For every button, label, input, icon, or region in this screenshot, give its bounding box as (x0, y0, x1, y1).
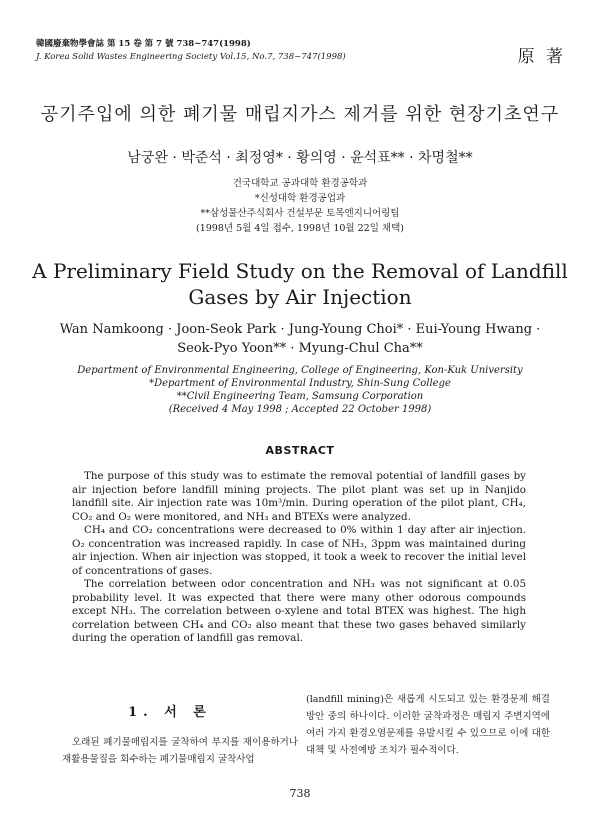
korean-title: 공기주입에 의한 폐기물 매립지가스 제거를 위한 현장기초연구 (40, 104, 560, 125)
english-authors-line: Seok-Pyo Yoon** · Myung-Chul Cha** (177, 341, 423, 356)
english-authors-line: Wan Namkoong · Joon-Seok Park · Jung-Young Choi* · Eui-Young Hwang · (59, 322, 541, 337)
english-title (0, 258, 600, 310)
english-title-line: A Preliminary Field Study on the Removal of Landfill (32, 259, 568, 283)
korean-received-dates: (1998년 5월 4일 접수, 1998년 10월 22일 채택) (196, 223, 404, 234)
body-left-column: 오래된 폐기물매립지를 굴착하여 부지를 재이용하거나 재활용물질을 회수하는 폐기물매립지 굴착사업 (62, 737, 298, 765)
english-authors (0, 320, 600, 358)
english-affiliation: **Civil Engineering Team, Samsung Corporation (176, 391, 424, 402)
english-affiliation: Department of Environmental Engineering, College of Engineering, Kon-Kuk University (77, 365, 523, 376)
article-type-badge: 原 著 (517, 47, 566, 67)
page-number: 738 (289, 787, 311, 800)
english-title-line: Gases by Air Injection (188, 285, 412, 309)
journal-citation-korean: 韓國廢棄物學會誌 第 15 卷 第 7 號 738~747(1998) (36, 39, 251, 49)
body-right-column: (landfill mining)은 새롭게 시도되고 있는 환경문제 해결방안 중의 하나이다. 이러한 굴착과정은 매립지 주변지역에 여러 가지 환경오염문제를 유발시킬 수 있으므로 이에 대한 대책 및 사전예방 조치가 필수적이다. (306, 694, 550, 756)
korean-affiliation: **삼성물산주식회사 건설부문 토목엔지니어링팀 (200, 208, 400, 219)
journal-header (36, 38, 476, 64)
korean-affiliations (0, 176, 600, 236)
abstract-paragraph: The correlation between odor concentration and NH₃ was not significant at 0.05 probability level. It was expected that there were many other odorous compounds except NH₃. The correlation between o-xylene and total BTEX was highest. The high correlation between CH₄ and CO₂ also meant that these two gases behaved similarly during the operation of landfill gas removal. (72, 578, 526, 644)
english-received-dates: (Received 4 May 1998 ; Accepted 22 October 1998) (168, 404, 432, 415)
abstract-paragraph: CH₄ and CO₂ concentrations were decreased to 0% within 1 day after air injection. O₂ concentration was increased rapidly. In case of NH₃, 3ppm was maintained during air injection. When air injection was stopped, it took a week to recover the initial level of concentrations of gases. (72, 524, 526, 577)
journal-citation-english: J. Korea Solid Wastes Engineering Society Vol.15, No.7, 738~747(1998) (36, 52, 346, 62)
english-affiliations (0, 364, 600, 416)
abstract-body (72, 470, 526, 646)
korean-affiliation: 건국대학교 공과대학 환경공학과 (232, 178, 368, 189)
english-affiliation: *Department of Environmental Industry, Shin-Sung College (149, 378, 451, 389)
introduction-heading: 1. 서 론 (128, 705, 212, 720)
abstract-paragraph: The purpose of this study was to estimate the removal potential of landfill gases by air injection before landfill mining projects. The pilot plant was set up in Nanjido landfill site. Air injection rate was 10m³/min. During operation of the pilot plant, CH₄, CO₂ and O₂ were monitored, and NH₃ and BTEXs were analyzed. (72, 470, 526, 523)
korean-authors: 남궁완 · 박준석 · 최정영* · 황의영 · 윤석표** · 차명철** (127, 150, 473, 166)
abstract-heading: ABSTRACT (265, 444, 335, 457)
korean-affiliation: *신성대학 환경공업과 (254, 193, 346, 204)
